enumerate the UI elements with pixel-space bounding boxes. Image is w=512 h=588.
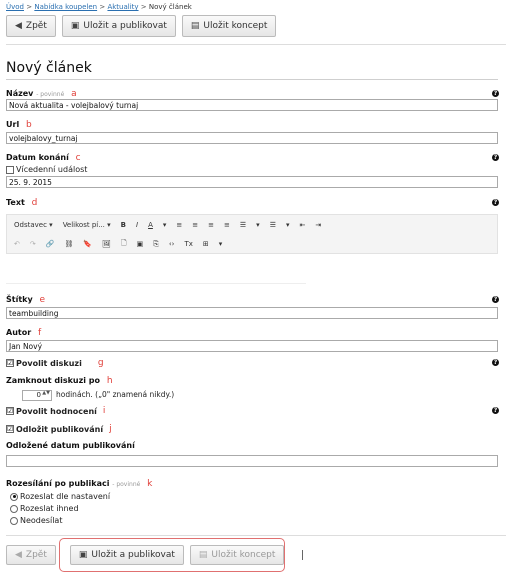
lock-discussion-label-text: Zamknout diskuzi po	[6, 376, 101, 385]
chevron-down-icon[interactable]: ▾	[256, 221, 260, 229]
dispatch-option-now[interactable]	[10, 504, 79, 513]
annotation-mark: b	[25, 120, 32, 130]
delayed-date-label: Odložené datum publikování	[6, 441, 135, 450]
bullet-list-icon[interactable]: ☰	[239, 221, 247, 229]
image-icon[interactable]: 🖼	[102, 240, 111, 248]
annotation-mark: a	[71, 89, 77, 99]
chevron-down-icon[interactable]: ▾	[285, 221, 290, 229]
radio-button[interactable]	[10, 517, 18, 525]
page-title: Nový článek	[6, 60, 92, 76]
back-arrow-icon: ◀	[15, 549, 22, 560]
annotation-mark: i	[102, 406, 106, 416]
annotation-mark: h	[106, 376, 113, 386]
annotation-mark: g	[97, 358, 104, 368]
help-icon[interactable]: ?	[493, 199, 498, 206]
allow-discussion-checkbox[interactable]	[6, 358, 104, 368]
toolbar-row-2	[7, 235, 225, 253]
breadcrumb-news-link[interactable]: Aktuality	[107, 3, 139, 11]
allow-rating-checkbox[interactable]	[6, 406, 105, 416]
indent-icon[interactable]: ⇥	[315, 221, 322, 229]
annotation-mark: c	[75, 153, 81, 163]
text-color-button[interactable]: A	[148, 221, 153, 229]
author-input[interactable]: Jan Nový	[6, 340, 498, 352]
breadcrumb-offers-link[interactable]: Nabídka koupelen	[34, 3, 98, 11]
table-icon[interactable]: ⊞	[202, 240, 209, 248]
help-icon[interactable]: ?	[493, 154, 498, 161]
breadcrumb-separator: >	[99, 3, 106, 11]
radio-label: Rozeslat dle nastavení	[20, 492, 111, 501]
save-publish-label: Uložit a publikovat	[83, 21, 167, 31]
help-icon[interactable]: ?	[493, 407, 498, 414]
title-underline	[6, 79, 498, 80]
url-input[interactable]: volejbalovy_turnaj	[6, 132, 498, 144]
file-icon[interactable]: 🗋	[120, 238, 127, 247]
delay-publish-label: Odložit publikování	[16, 424, 104, 434]
tags-input[interactable]: teambuilding	[6, 307, 498, 319]
highlight-box	[59, 538, 285, 572]
document-icon: ▤	[198, 549, 208, 560]
allow-rating-label: Povolit hodnocení	[16, 406, 97, 416]
link-icon[interactable]: 🔗	[45, 240, 55, 248]
dispatch-option-settings[interactable]	[10, 492, 110, 501]
help-icon[interactable]: ?	[493, 359, 498, 366]
multiday-label: Vícedenní událost	[16, 165, 88, 174]
dispatch-label	[6, 479, 152, 489]
media-icon[interactable]: ▣	[136, 240, 144, 248]
name-label	[6, 89, 77, 99]
annotation-mark: f	[37, 328, 42, 338]
back-button-label: Zpět	[25, 21, 47, 31]
toolbar-row-1	[7, 216, 324, 234]
unlink-icon[interactable]: ⛓	[64, 240, 74, 248]
text-label	[6, 198, 37, 208]
document-icon: ▤	[190, 20, 200, 31]
breadcrumb-separator: >	[140, 3, 147, 11]
font-size-dropdown[interactable]	[60, 221, 114, 229]
tags-label-text: Štítky	[6, 295, 33, 304]
rich-text-toolbar	[6, 214, 498, 254]
divider	[6, 535, 506, 536]
numbered-list-icon[interactable]: ☰	[269, 221, 276, 229]
italic-button[interactable]: I	[136, 221, 139, 229]
paste-icon[interactable]: ⎘	[153, 239, 159, 248]
align-left-icon[interactable]: ≡	[176, 221, 183, 229]
chevron-down-icon[interactable]: ▾	[162, 221, 167, 229]
clear-formatting-icon[interactable]: Tx	[184, 240, 193, 248]
annotation-mark: j	[109, 424, 112, 434]
lock-hours-suffix: hodinách. („0" znamená nikdy.)	[56, 390, 175, 399]
chevron-down-icon[interactable]: ▾	[218, 240, 223, 248]
back-button-label: Zpět	[25, 550, 47, 560]
radio-button[interactable]	[10, 493, 18, 501]
editor-content-area[interactable]	[6, 283, 306, 284]
breadcrumb	[6, 3, 192, 11]
back-arrow-icon: ◀	[15, 20, 22, 31]
outdent-icon[interactable]: ⇤	[299, 221, 306, 229]
lock-discussion-label	[6, 376, 113, 386]
text-label-text: Text	[6, 198, 25, 207]
redo-icon[interactable]: ↷	[29, 240, 36, 248]
align-right-icon[interactable]: ≡	[208, 221, 215, 229]
multiday-event-checkbox[interactable]	[6, 165, 87, 174]
back-button[interactable]	[6, 15, 56, 37]
annotation-mark: e	[39, 295, 46, 305]
allow-discussion-label: Povolit diskuzi	[16, 358, 82, 368]
source-code-icon[interactable]: ‹›	[168, 240, 175, 248]
annotation-mark: d	[31, 198, 38, 208]
top-action-bar	[6, 15, 276, 39]
name-input[interactable]: Nová aktualita - volejbalový turnaj	[6, 99, 498, 111]
event-date-input[interactable]: 25. 9. 2015	[6, 176, 498, 188]
save-publish-label: Uložit a publikovat	[91, 550, 175, 560]
required-hint: - povinné	[112, 481, 141, 488]
tags-label	[6, 295, 45, 305]
author-label	[6, 328, 41, 338]
delayed-date-input[interactable]	[6, 455, 498, 467]
help-icon[interactable]: ?	[493, 90, 498, 97]
event-date-label	[6, 153, 81, 163]
bold-button[interactable]: B	[120, 221, 126, 229]
back-button[interactable]	[6, 545, 56, 565]
dispatch-label-text: Rozesílání po publikaci	[6, 479, 110, 488]
checkbox-box[interactable]	[6, 166, 14, 174]
radio-label: Rozeslat ihned	[20, 504, 79, 513]
align-justify-icon[interactable]: ≡	[224, 221, 230, 229]
event-date-label-text: Datum konání	[6, 153, 69, 162]
breadcrumb-home-link[interactable]: Úvod	[6, 3, 24, 11]
breadcrumb-current: Nový článek	[148, 3, 192, 11]
save-draft-label: Uložit koncept	[203, 21, 268, 31]
undo-icon[interactable]: ↶	[14, 240, 20, 248]
floppy-disk-icon: ▣	[70, 20, 80, 31]
chevron-down-icon: ▾	[49, 221, 53, 229]
format-value: Odstavec	[14, 221, 47, 229]
breadcrumb-separator: >	[26, 3, 33, 11]
dispatch-option-none[interactable]	[10, 516, 62, 525]
anchor-icon[interactable]: 🔖	[83, 240, 93, 248]
url-label-text: Url	[6, 120, 20, 129]
delay-publish-checkbox[interactable]	[6, 424, 112, 434]
text-cursor	[302, 550, 303, 560]
format-dropdown[interactable]	[11, 221, 56, 229]
save-draft-label: Uložit koncept	[211, 550, 276, 560]
font-size-value: Velikost pí...	[62, 221, 105, 229]
help-icon[interactable]: ?	[493, 296, 498, 303]
url-label	[6, 120, 32, 130]
radio-label: Neodesílat	[20, 516, 63, 525]
checkbox-box[interactable]: ☑	[7, 359, 14, 367]
spinner-value: 0	[36, 391, 41, 399]
checkbox-box[interactable]: ☑	[7, 425, 14, 433]
align-center-icon[interactable]: ≡	[192, 221, 199, 229]
radio-button[interactable]	[10, 505, 18, 513]
save-publish-button[interactable]	[62, 15, 176, 37]
floppy-disk-icon: ▣	[78, 549, 88, 560]
name-label-text: Název	[6, 89, 34, 98]
lock-hours-spinner[interactable]	[22, 390, 52, 401]
divider	[6, 44, 506, 45]
checkbox-box[interactable]: ☑	[7, 407, 14, 415]
required-hint: - povinné	[36, 91, 65, 98]
save-draft-button[interactable]	[182, 15, 277, 37]
chevron-down-icon: ▾	[107, 221, 111, 229]
author-label-text: Autor	[6, 328, 32, 337]
annotation-mark: k	[147, 479, 153, 489]
spinner-arrows-icon[interactable]: ▲▼	[42, 390, 50, 396]
